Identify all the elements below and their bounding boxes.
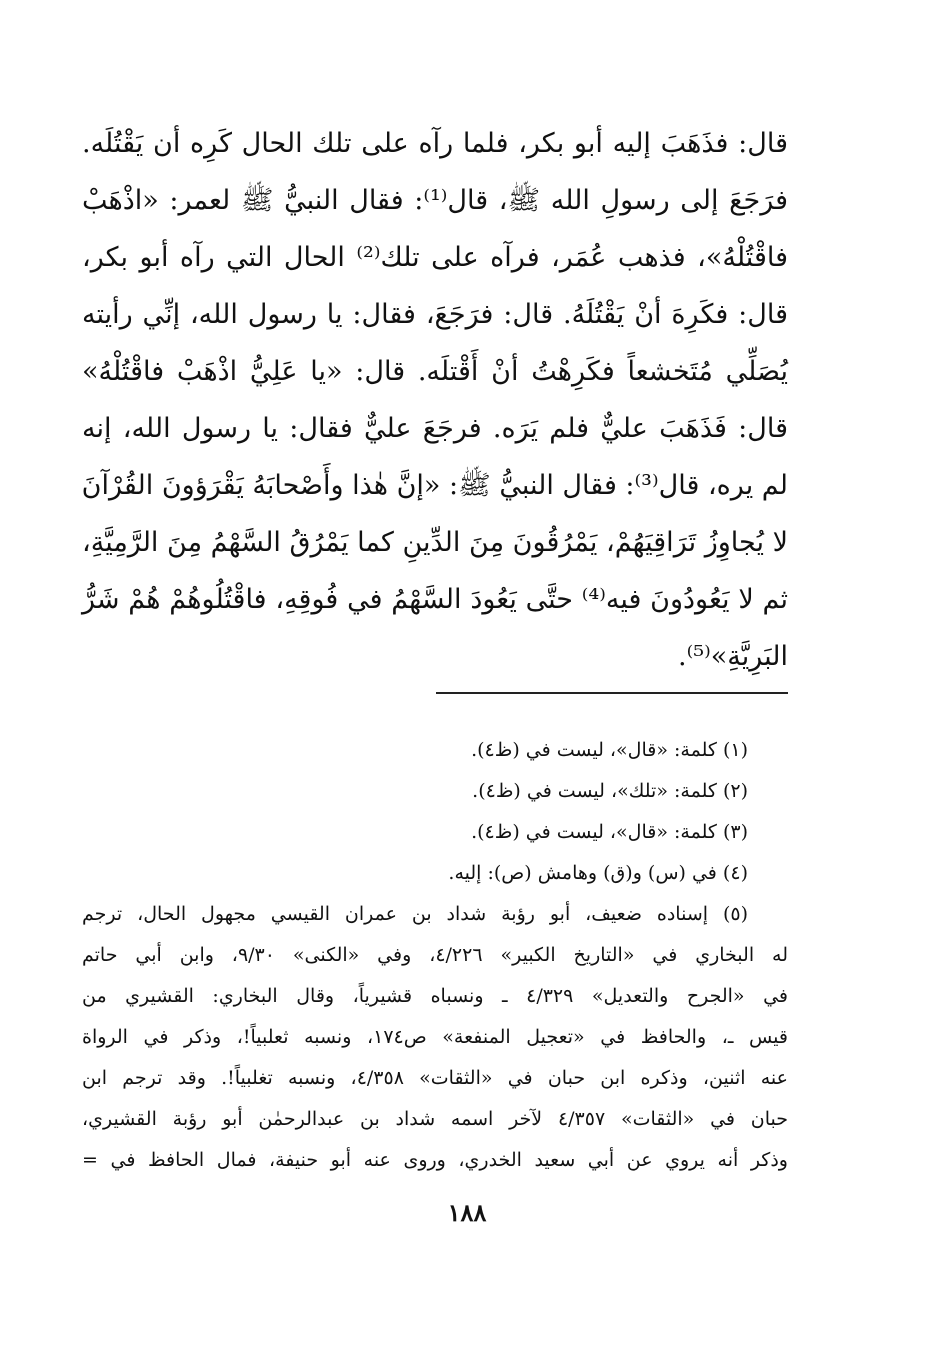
footnote-separator: [436, 692, 788, 694]
main-text-line: ثم لا يَعُودُونَ فيه⁽⁴⁾ حتَّى يَعُودَ السَّهْمُ في فُوقِهِ، فاقْتُلُوهُمْ هُمْ شَرُّ: [82, 584, 789, 615]
main-text-line: قال: فكَرِهَ أنْ يَقْتُلَهُ. قال: فرَجَعَ، فقال: يا رسول الله، إنِّي رأيته: [82, 299, 788, 330]
main-text-line: يُصَلِّي مُتَخشعاً فكَرِهْتُ أنْ أَقْتلَه. قال: «يا عَلِيُّ اذْهَبْ فاقْتُلْهُ»: [82, 356, 788, 387]
footnote-4: (٤) في (س) و(ق) وهامش (ص): إليه.: [448, 862, 748, 884]
main-text-line: لا يُجاوِزُ تَرَاقِيَهُمْ، يَمْرُقُونَ مِنَ الدِّينِ كما يَمْرُقُ السَّهْمُ مِنَ الرَّمِيَّةِ،: [82, 527, 788, 558]
main-text-line: لم يره، قال⁽³⁾: فقال النبيُّ ﷺ: «إنَّ هٰذا وأَصْحابَهُ يَقْرَؤونَ القُرْآنَ: [81, 470, 788, 501]
footnote-1: (١) كلمة: «قال»، ليست في (ظ٤).: [471, 739, 748, 761]
footnote-5-line: وذكر أنه يروي عن أبي سعيد الخدري، وروى عنه أبو حنيفة، فمال الحافظ في =: [82, 1149, 788, 1171]
main-text-line: فاقْتُلْهُ»، فذهب عُمَر، فرآه على تلك⁽²⁾ الحال التي رآه أبو بكر،: [82, 242, 788, 273]
footnote-5-line: قيس ـ، والحافظ في «تعجيل المنفعة» ص١٧٤، ونسبه ثعلبياً!، وذكر في الرواة: [82, 1026, 788, 1048]
footnote-5-line: في «الجرح والتعديل» ٤/٣٢٩ ـ ونسباه قشيرياً، وقال البخاري: القشيري من: [82, 985, 788, 1007]
footnote-2: (٢) كلمة: «تلك»، ليست في (ظ٤).: [472, 780, 748, 802]
footnote-5-line: (٥) إسناده ضعيف، أبو رؤبة شداد بن عمران القيسي مجهول الحال، ترجم: [82, 903, 748, 925]
main-text-line: قال: فَذَهَبَ عليٌّ فلم يَرَه. فرجَعَ عليٌّ فقال: يا رسول الله، إنه: [82, 413, 788, 444]
footnote-3: (٣) كلمة: «قال»، ليست في (ظ٤).: [471, 821, 748, 843]
page-number: ١٨٨: [447, 1198, 487, 1227]
main-text-line: قال: فذَهَبَ إليه أبو بكر، فلما رآه على تلك الحال كَرِه أن يَقْتُلَه.: [82, 128, 788, 159]
footnotes-block: [82, 730, 788, 1181]
main-text-line: فرَجَعَ إلى رسولِ الله ﷺ، قال⁽¹⁾: فقال النبيُّ ﷺ لعمر: «اذْهَبْ: [82, 185, 789, 216]
footnote-5-line: له البخاري في «التاريخ الكبير» ٤/٢٢٦، وفي «الكنى» ٩/٣٠، وابن أبي حاتم: [82, 944, 788, 966]
main-text-line: البَرِيَّةِ»⁽⁵⁾.: [678, 641, 788, 672]
main-text-block: [82, 115, 788, 685]
footnote-5-line: عنه اثنين، وذكره ابن حبان في «الثقات» ٤/٣٥٨، ونسبه تغلبياً!. وقد ترجم ابن: [82, 1067, 788, 1089]
footnote-5-line: حبان في «الثقات» ٤/٣٥٧ لآخر اسمه شداد بن عبدالرحمٰن أبو رؤبة القشيري،: [82, 1108, 788, 1130]
